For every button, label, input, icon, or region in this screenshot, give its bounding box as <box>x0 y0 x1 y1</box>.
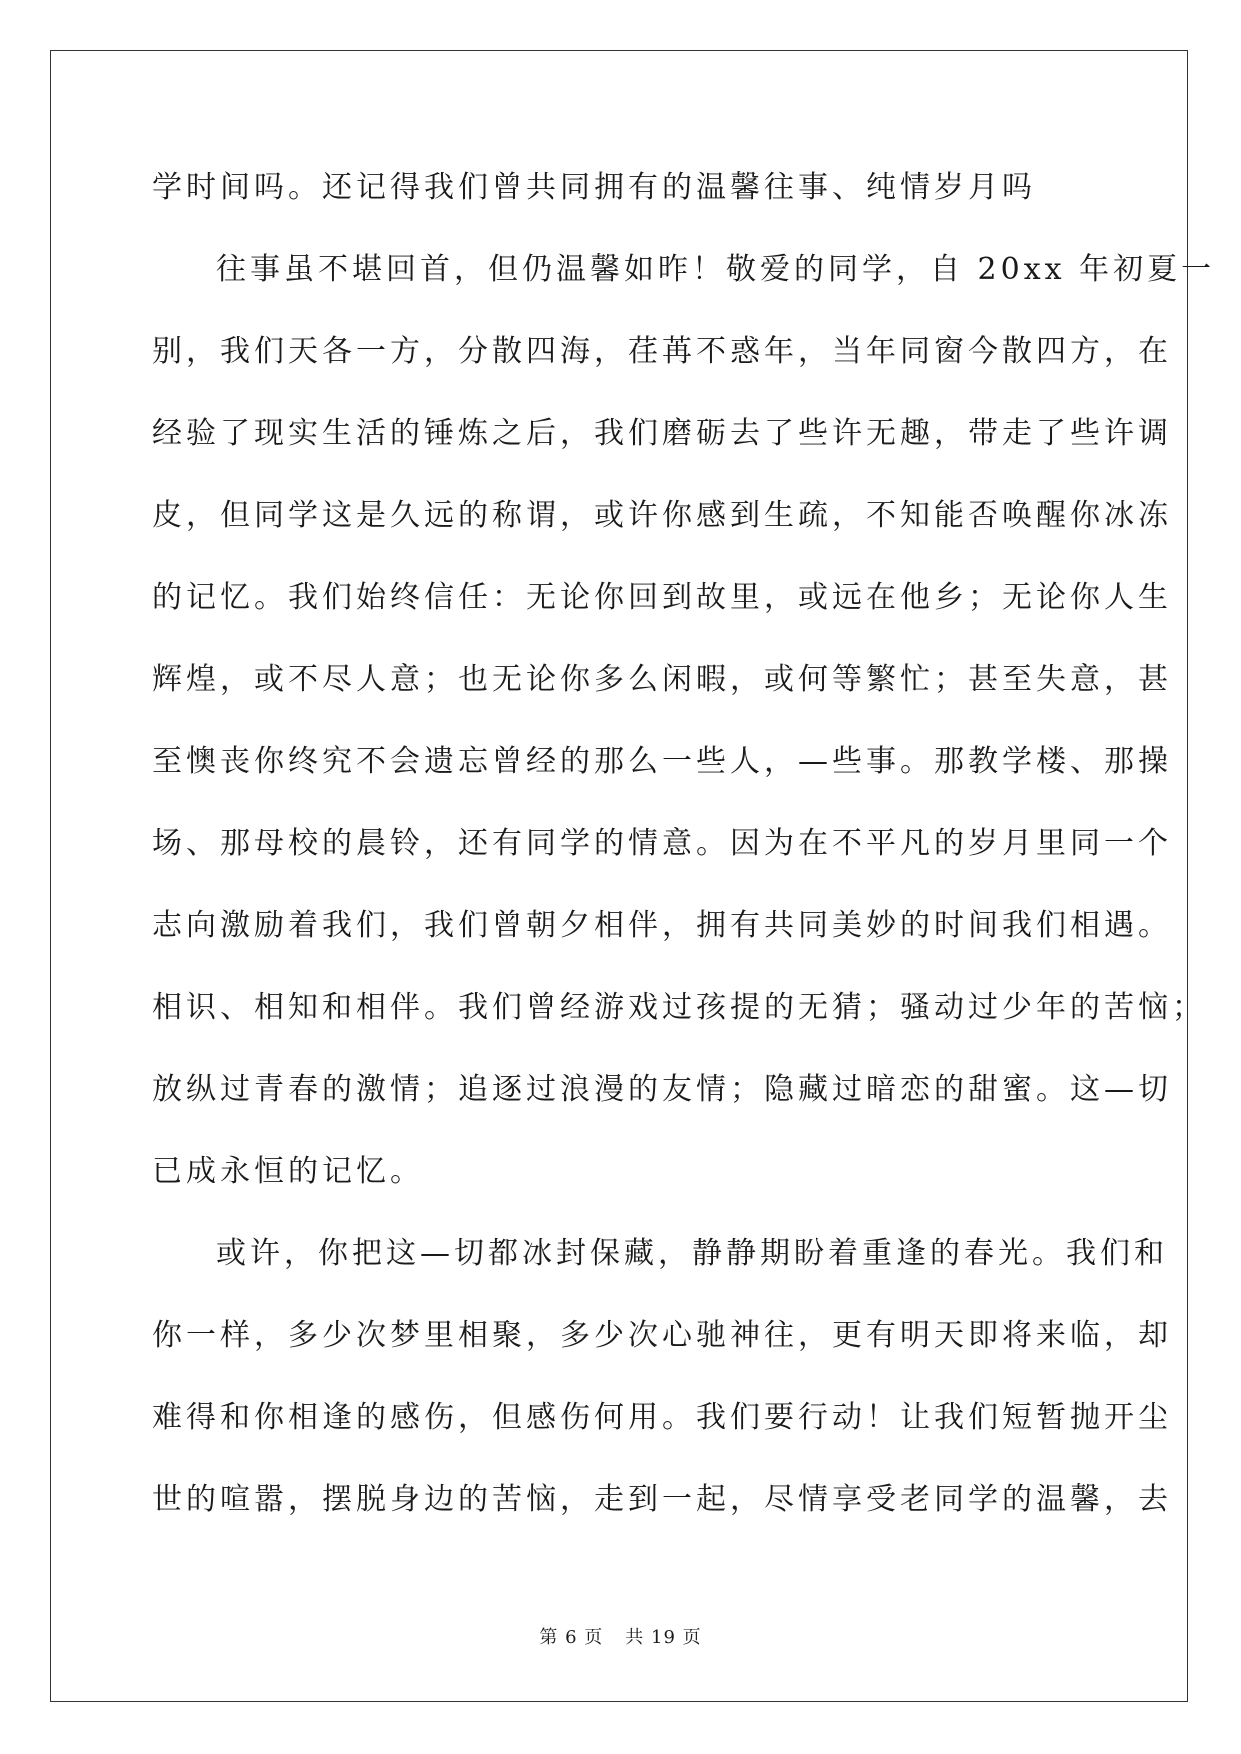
text-line: 世的喧嚣，摆脱身边的苦恼，走到一起，尽情享受老同学的温馨，去 <box>152 1482 1172 1517</box>
text-line: 志向激励着我们，我们曾朝夕相伴，拥有共同美妙的时间我们相遇。 <box>152 908 1172 943</box>
text-line: 皮，但同学这是久远的称谓，或许你感到生疏，不知能否唤醒你冰冻 <box>152 498 1172 533</box>
text-line: 已成永恒的记忆。 <box>152 1154 424 1189</box>
text-line: 往事虽不堪回首，但仍温馨如昨！敬爱的同学，自 20xx 年初夏一 <box>216 252 1216 287</box>
current-page-number: 第 6 页 <box>539 1627 604 1648</box>
text-line: 场、那母校的晨铃，还有同学的情意。因为在不平凡的岁月里同一个 <box>152 826 1172 861</box>
text-line: 相识、相知和相伴。我们曾经游戏过孩提的无猜；骚动过少年的苦恼； <box>152 990 1206 1025</box>
text-line: 放纵过青春的激情；追逐过浪漫的友情；隐藏过暗恋的甜蜜。这—切 <box>152 1072 1172 1107</box>
page-footer <box>0 1623 1241 1649</box>
text-line: 经验了现实生活的锤炼之后，我们磨砺去了些许无趣，带走了些许调 <box>152 416 1172 451</box>
text-line: 至懊丧你终究不会遗忘曾经的那么一些人，—些事。那教学楼、那操 <box>152 744 1172 779</box>
text-line: 学时间吗。还记得我们曾共同拥有的温馨往事、纯情岁月吗 <box>152 170 1036 205</box>
document-body <box>152 168 1216 1562</box>
total-pages: 共 19 页 <box>625 1627 702 1648</box>
text-line: 你一样，多少次梦里相聚，多少次心驰神往，更有明天即将来临，却 <box>152 1318 1172 1353</box>
text-line: 的记忆。我们始终信任：无论你回到故里，或远在他乡；无论你人生 <box>152 580 1172 615</box>
text-line: 辉煌，或不尽人意；也无论你多么闲暇，或何等繁忙；甚至失意，甚 <box>152 662 1172 697</box>
text-line: 难得和你相逢的感伤，但感伤何用。我们要行动！让我们短暂抛开尘 <box>152 1400 1172 1435</box>
text-line: 或许，你把这—切都冰封保藏，静静期盼着重逢的春光。我们和 <box>216 1236 1168 1271</box>
text-line: 别，我们天各一方，分散四海，荏苒不惑年，当年同窗今散四方，在 <box>152 334 1172 369</box>
